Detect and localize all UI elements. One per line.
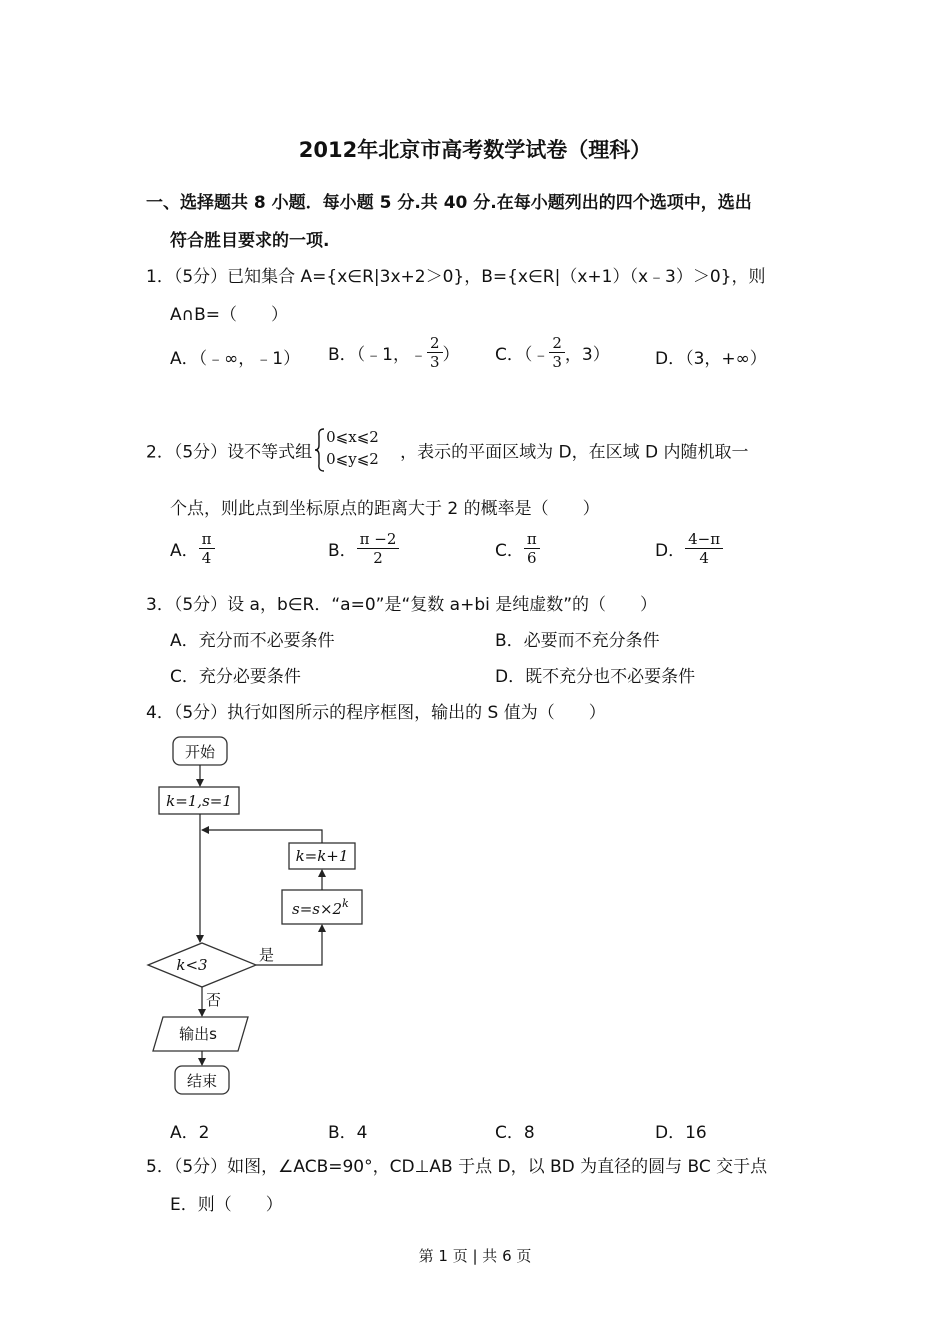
flow-end-label: 结束	[186, 1072, 218, 1090]
flow-init-label: k=1,s=1	[166, 792, 232, 810]
q3-stem: 3．（5分）设 a，b∈R．“a=0”是“复数 a+bi 是纯虚数”的（ ）	[146, 595, 658, 615]
q3-option-b: B．必要而不充分条件	[495, 631, 660, 651]
flow-arrow-loop-back	[202, 830, 322, 843]
q1-option-c: C．（﹣ $\frac{2}{3}$ ，3）	[495, 334, 610, 371]
flow-assign-label: $s=s\times 2^k$	[292, 897, 349, 918]
q2-option-b: B． $\frac{\pi -2}{2}$	[328, 530, 399, 567]
q1-stem-line1: 1．（5分）已知集合 A={x∈R|3x+2＞0}，B={x∈R|（x+1）（x﹣3）＞0}，则	[146, 267, 766, 287]
q3-option-a: A．充分而不必要条件	[170, 631, 335, 651]
q5-stem-line2: E．则（ ）	[170, 1195, 283, 1215]
q2-stem-line1: 2．（5分）设不等式组 0⩽x⩽2 0⩽y⩽2 ，表示的平面区域为 D，在区域 D 内随机取一	[146, 428, 749, 472]
q1-option-d: D．（3，+∞）	[655, 349, 767, 369]
section-heading-line2: 符合胜目要求的一项.	[170, 231, 330, 251]
flow-increment-label: k=k+1	[295, 847, 349, 865]
flow-no-label: 否	[206, 991, 222, 1009]
flow-decision-label: k<3	[176, 956, 208, 974]
paper-title: 2012年北京市高考数学试卷（理科）	[298, 138, 652, 162]
q2-option-d: D． $\frac{4-\pi}{4}$	[655, 530, 723, 567]
q3-option-d: D．既不充分也不必要条件	[495, 667, 696, 687]
flow-output-label: 输出s	[179, 1025, 217, 1043]
q1-stem-line2: A∩B=（ ）	[170, 305, 288, 325]
flow-start-label: 开始	[184, 743, 216, 761]
q1-option-b: B．（﹣1，﹣ $\frac{2}{3}$ ）	[328, 334, 460, 371]
q2-option-a: A． $\frac{\pi}{4}$	[170, 530, 215, 567]
q4-stem: 4．（5分）执行如图所示的程序框图，输出的 S 值为（ ）	[146, 703, 606, 723]
q1-option-a: A．（﹣∞，﹣1）	[170, 349, 301, 369]
q2-stem-line2: 个点，则此点到坐标原点的距离大于 2 的概率是（ ）	[170, 499, 600, 519]
q4-option-b: B．4	[328, 1123, 368, 1143]
flow-yes-label: 是	[259, 946, 275, 964]
q2-option-c: C． $\frac{\pi}{6}$	[495, 530, 540, 567]
q5-stem-line1: 5．（5分）如图，∠ACB=90°，CD⊥AB 于点 D，以 BD 为直径的圆与 BC 交于点	[146, 1157, 768, 1177]
q2-inequality-system: 0⩽x⩽2 0⩽y⩽2	[314, 428, 398, 472]
q1-option-c-fraction: $\frac{2}{3}$	[549, 334, 565, 371]
q1-option-b-fraction: $\frac{2}{3}$	[427, 334, 443, 371]
q4-option-d: D．16	[655, 1123, 707, 1143]
page-footer: 第 1 页 | 共 6 页	[418, 1247, 532, 1265]
q4-option-c: C．8	[495, 1123, 535, 1143]
section-heading-line1: 一、选择题共 8 小题．每小题 5 分.共 40 分.在每小题列出的四个选项中，选出	[146, 193, 752, 213]
q3-option-c: C．充分必要条件	[170, 667, 301, 687]
q4-option-a: A．2	[170, 1123, 210, 1143]
